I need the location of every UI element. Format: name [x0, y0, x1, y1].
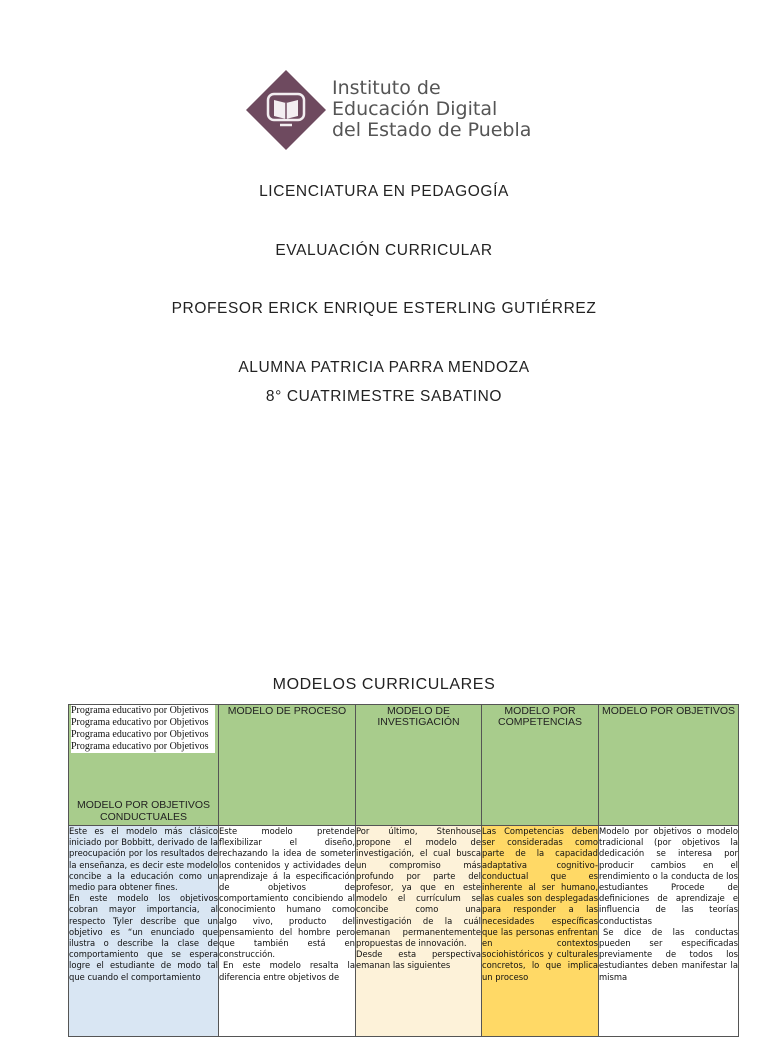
teacher-name: PROFESOR ERICK ENRIQUE ESTERLING GUTIÉRREZ [171, 300, 597, 317]
open-book-icon [244, 68, 328, 152]
institute-name-line-3: del Estado de Puebla [332, 119, 532, 141]
header-cell-4 [482, 705, 599, 826]
institute-name [332, 78, 531, 141]
table-title: MODELOS CURRICULARES [272, 676, 496, 693]
embedded-program-list [71, 705, 215, 753]
column-header: MODELO POR OBJETIVOS [601, 705, 736, 717]
degree-title: LICENCIATURA EN PEDAGOGÍA [259, 183, 509, 200]
cell-paragraph: Desde esta perspectiva emanan las siguientes [356, 949, 481, 971]
institute-logo [244, 68, 544, 152]
cell-paragraph: Este modelo pretende flexibilizar el diseño, rechazando la idea de someter los contenidos y actividades de aprendizaje á la especificación de objetivos de comportamiento concibiendo al conocimiento humano como algo vivo, producto del pensamiento del hombre pero que también está en construcción. [219, 826, 355, 960]
cell-paragraph: Este es el modelo más clásico iniciado por Bobbitt, derivado de la preocupación por los resultados de la enseñanza, es decir este modelo concibe a la educación como un medio para obtener fines. [69, 826, 218, 893]
table-row [69, 826, 739, 1037]
cell-paragraph: En este modelo resalta la diferencia entre objetivos de [219, 960, 355, 982]
header-cell-1 [69, 705, 219, 826]
student-name: ALUMNA PATRICIA PARRA MENDOZA [238, 359, 530, 376]
header-cell-5 [599, 705, 739, 826]
column-header: MODELO DE PROCESO [227, 705, 347, 717]
institute-name-line-1: Instituto de [332, 77, 441, 99]
table-cell-investigacion [356, 826, 482, 1037]
list-item: Programa educativo por Objetivos [71, 717, 209, 728]
header-cell-3 [356, 705, 482, 826]
curricular-models-table [68, 704, 739, 1037]
header-row [69, 705, 739, 826]
column-header: MODELO POR COMPETENCIAS [497, 705, 582, 728]
column-header: MODELO DE INVESTIGACIÓN [377, 705, 460, 728]
cell-paragraph: Modelo por objetivos o modelo tradicional (por objetivos la dedicación se interesa por producir cambios en el rendimiento o la conducta de los estudiantes Procede de definiciones de aprendizaje e influencia de las teorías conductistas [599, 826, 738, 926]
table-cell-conductuales [69, 826, 219, 1037]
table-cell-proceso [219, 826, 356, 1037]
list-item: Programa educativo por Objetivos [71, 705, 209, 716]
list-item: Programa educativo por Objetivos [71, 741, 209, 752]
column-header: MODELO POR OBJETIVOS CONDUCTUALES [76, 799, 211, 823]
table-cell-objetivos [599, 826, 739, 1037]
cell-paragraph: En este modelo los objetivos cobran mayor importancia, al respecto Tyler describe que un objetivo es “un enunciado que ilustra o describe la clase de comportamiento que se espera logre el estudiante de modo tal que cuando el comportamiento [69, 893, 218, 982]
subject-title: EVALUACIÓN CURRICULAR [275, 242, 493, 259]
term-label: 8° CUATRIMESTRE SABATINO [265, 388, 503, 405]
cell-paragraph: Por último, Stenhouse propone el modelo de investigación, el cual busca un compromiso más profundo por parte del profesor, ya que en este modelo el currículum se concibe como una investigación de la cuál emanan permanentemente propuestas de innovación. [356, 826, 481, 949]
table-cell-competencias [482, 826, 599, 1037]
institute-name-line-2: Educación Digital [332, 98, 498, 120]
list-item: Programa educativo por Objetivos [71, 729, 209, 740]
cell-paragraph: Las Competencias deben ser consideradas como parte de la capacidad adaptativa cognitivo-conductual que es inherente al ser humano, las cuales son desplegadas para responder a las necesidades específicas que las personas enfrentan en contextos sociohistóricos y culturales concretos, lo que implica un proceso [482, 826, 598, 982]
cell-paragraph: Se dice de las conductas pueden ser especificadas previamente de todos los estudiantes deben manifestar la misma [599, 926, 738, 982]
header-cell-2 [219, 705, 356, 826]
